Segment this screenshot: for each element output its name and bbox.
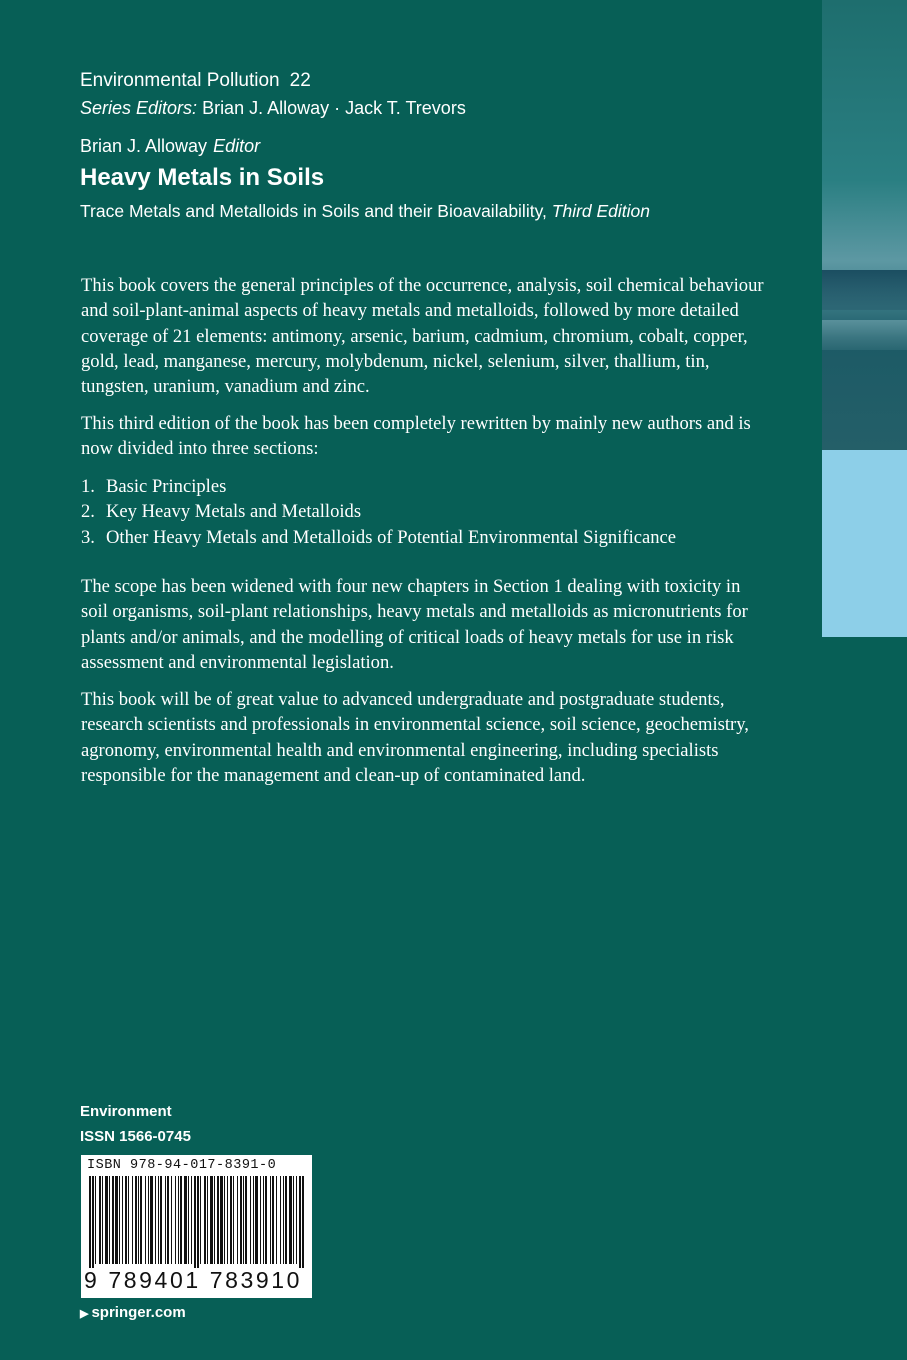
barcode-bar xyxy=(255,1176,258,1264)
barcode-bar xyxy=(280,1176,281,1264)
barcode-bar xyxy=(122,1176,123,1264)
series-line xyxy=(80,70,311,92)
series-editors: Brian J. Alloway · Jack T. Trevors xyxy=(202,98,466,118)
ean-digits: 9 789401 783910 xyxy=(84,1267,303,1293)
barcode-bar xyxy=(197,1176,199,1268)
description-paragraph-2: This third edition of the book has been completely rewritten by mainly new authors and is now divided into three sections: xyxy=(81,413,751,460)
list-item xyxy=(81,474,781,499)
barcode-bar xyxy=(105,1176,108,1264)
list-item-number: 1. xyxy=(81,476,95,497)
barcode-bar xyxy=(210,1176,213,1264)
barcode-bar xyxy=(200,1176,201,1264)
description-paragraph-4: This book will be of great value to advanced undergraduate and postgraduate students, research scientists and professionals in environmental science, soil science, geochemistry, agronomy, environmental health and environmental engineering, including specialists responsible for the management and clean-up of contaminated land. xyxy=(81,689,749,786)
description-paragraph-1: This book covers the general principles of the occurrence, analysis, soil chemical behaviour and soil-plant-animal aspects of heavy metals and metalloids, followed by more detailed coverage of 21 elements: antimony, arsenic, barium, cadmium, chromium, cobalt, copper, gold, lead, manganese, mercury, molybdenum, nickel, selenium, silver, thallium, tin, tungsten, uranium, vanadium and zinc. xyxy=(81,275,764,398)
barcode-bar xyxy=(175,1176,176,1264)
barcode-bar xyxy=(243,1176,244,1264)
subtitle-text: Trace Metals and Metalloids in Soils and their Bioavailability, xyxy=(80,201,547,221)
barcode-bar xyxy=(204,1176,206,1264)
editor-line xyxy=(80,136,260,157)
barcode-bar xyxy=(102,1176,103,1264)
editor-role: Editor xyxy=(213,136,261,156)
list-item-number: 2. xyxy=(81,501,95,523)
barcode-bar xyxy=(263,1176,264,1264)
barcode-bar xyxy=(299,1176,301,1268)
barcode-bar xyxy=(260,1176,261,1264)
barcode-bar xyxy=(158,1176,159,1264)
barcode-bar xyxy=(217,1176,219,1264)
barcode-bar xyxy=(276,1176,277,1264)
barcode-bar xyxy=(115,1176,118,1264)
photo-shore-band xyxy=(822,320,907,350)
list-item xyxy=(81,525,781,550)
barcode-bar xyxy=(191,1176,192,1264)
series-name: Environmental Pollution xyxy=(80,70,280,91)
barcode-bar xyxy=(155,1176,156,1264)
barcode-bar xyxy=(140,1176,142,1264)
barcode-bar xyxy=(167,1176,169,1264)
barcode-bar xyxy=(150,1176,153,1264)
barcode-bar xyxy=(230,1176,232,1264)
barcode-bar xyxy=(138,1176,139,1264)
barcode-graphic xyxy=(85,1176,308,1268)
cover-photo-strip xyxy=(822,0,907,1360)
list-item-text: Key Heavy Metals and Metalloids xyxy=(106,501,362,523)
barcode-bar xyxy=(245,1176,247,1264)
barcode-bar xyxy=(180,1176,182,1264)
description-paragraph-3: The scope has been widened with four new chapters in Section 1 dealing with toxicity in soil organisms, soil-plant relationships, heavy metals and metalloids as micronutrients for plants and/or animals, and the modelling of critical loads of heavy metals for use in risk assessment and environmental legislation. xyxy=(81,576,748,673)
barcode-bar xyxy=(99,1176,101,1264)
barcode-bar xyxy=(165,1176,166,1264)
sky-color-panel xyxy=(822,450,907,637)
barcode-bar xyxy=(92,1176,94,1268)
editor-name: Brian J. Alloway xyxy=(80,136,208,156)
website-link[interactable] xyxy=(80,1304,186,1321)
barcode-bar xyxy=(135,1176,137,1264)
website-text: springer.com xyxy=(91,1304,186,1321)
issn-number: ISSN 1566-0745 xyxy=(80,1128,191,1145)
barcode-bar xyxy=(145,1176,146,1264)
barcode-bar xyxy=(132,1176,133,1264)
barcode-bar xyxy=(207,1176,208,1264)
list-item-text: Basic Principles xyxy=(106,476,227,497)
barcode-bar xyxy=(148,1176,149,1264)
barcode-bar xyxy=(302,1176,304,1268)
book-title: Heavy Metals in Soils xyxy=(80,164,325,191)
list-item-number: 3. xyxy=(81,526,95,548)
barcode-bar xyxy=(125,1176,127,1264)
photo-water-band xyxy=(822,270,907,310)
barcode-bar xyxy=(227,1176,228,1264)
series-editors-line xyxy=(80,98,466,119)
barcode-bar xyxy=(214,1176,215,1264)
barcode-bar xyxy=(188,1176,189,1264)
edition-text: Third Edition xyxy=(551,201,651,221)
book-subtitle xyxy=(80,201,650,222)
barcode-bar xyxy=(194,1176,196,1268)
series-editors-label: Series Editors: xyxy=(80,98,198,118)
barcode-bar xyxy=(270,1176,271,1264)
barcode-bar xyxy=(95,1176,96,1264)
series-number: 22 xyxy=(289,70,311,91)
sections-list xyxy=(81,474,781,550)
barcode-bar xyxy=(237,1176,238,1264)
list-item-text: Other Heavy Metals and Metalloids of Potential Environmental Significance xyxy=(106,526,677,548)
barcode-bar xyxy=(285,1176,287,1264)
barcode-bar xyxy=(220,1176,223,1264)
barcode-bar xyxy=(250,1176,251,1264)
barcode-bar xyxy=(283,1176,284,1264)
subject-category: Environment xyxy=(80,1103,172,1120)
barcode-bar xyxy=(128,1176,129,1264)
barcode-bar xyxy=(272,1176,274,1264)
landscape-photo xyxy=(822,0,907,450)
barcode-bar xyxy=(184,1176,187,1264)
barcode-bar xyxy=(253,1176,254,1264)
barcode-bar xyxy=(296,1176,297,1264)
barcode-bar xyxy=(160,1176,162,1264)
barcode-label xyxy=(81,1155,312,1298)
barcode-bar xyxy=(233,1176,234,1264)
barcode-bar xyxy=(289,1176,292,1264)
list-item xyxy=(81,499,781,524)
barcode-bar xyxy=(171,1176,172,1264)
barcode-bar xyxy=(112,1176,114,1264)
barcode-bar xyxy=(240,1176,242,1264)
barcode-bar xyxy=(89,1176,91,1268)
barcode-bar xyxy=(109,1176,110,1264)
barcode-bar xyxy=(293,1176,294,1264)
isbn-text: ISBN 978-94-017-8391-0 xyxy=(87,1158,277,1173)
arrow-icon: ▶ xyxy=(80,1308,89,1320)
barcode-bar xyxy=(265,1176,267,1264)
barcode-bar xyxy=(119,1176,120,1264)
barcode-bar xyxy=(224,1176,225,1264)
barcode-bar xyxy=(178,1176,179,1264)
